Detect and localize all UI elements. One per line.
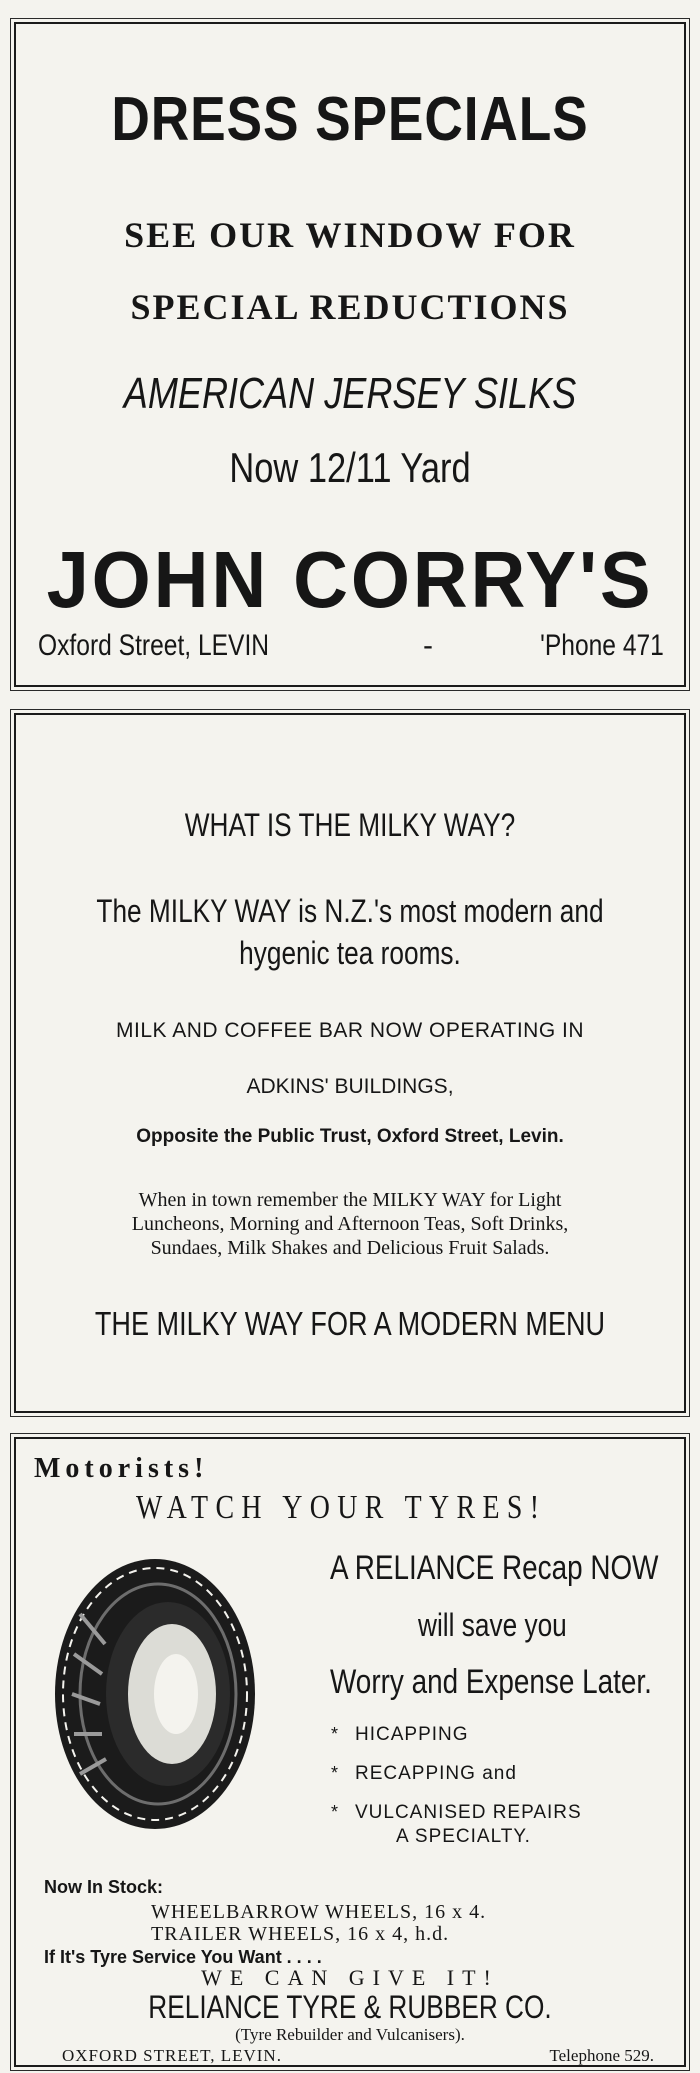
company-name: RELIANCE TYRE & RUBBER CO. <box>148 1989 552 2025</box>
service-continuation: A SPECIALTY. <box>396 1826 531 1847</box>
intro-line-2: hygenic tea rooms. <box>239 935 461 971</box>
footer-separator: - <box>423 629 433 662</box>
pitch-line-2: will save you <box>418 1607 567 1643</box>
body-line-3: Sundaes, Milk Shakes and Delicious Fruit Salads. <box>150 1237 550 1259</box>
service-label: HICAPPING <box>355 1724 469 1745</box>
pitch-line-3: Worry and Expense Later. <box>330 1663 652 1701</box>
stock-item-2: TRAILER WHEELS, 16 x 4, h.d. <box>151 1923 450 1945</box>
company-telephone: Telephone 529. <box>549 2046 654 2065</box>
service-item <box>331 1802 582 1824</box>
stock-item-1: WHEELBARROW WHEELS, 16 x 4. <box>151 1901 487 1923</box>
store-name: JOHN CORRY'S <box>46 535 654 624</box>
bar-announcement: MILK AND COFFEE BAR NOW OPERATING IN <box>116 1019 584 1042</box>
service-want-line: If It's Tyre Service You Want . . . . <box>44 1947 322 1967</box>
stock-label: Now In Stock: <box>44 1877 164 1897</box>
company-address: OXFORD STREET, LEVIN. <box>62 2046 282 2065</box>
tyre-illustration-icon <box>50 1544 275 1834</box>
reductions-line: SPECIAL REDUCTIONS <box>130 287 570 327</box>
price-line: Now 12/11 Yard <box>229 444 471 491</box>
motorists-heading: Motorists! <box>34 1453 209 1484</box>
store-phone: 'Phone 471 <box>540 629 664 662</box>
product-line: AMERICAN JERSEY SILKS <box>123 369 577 418</box>
building-name: ADKINS' BUILDINGS, <box>246 1075 454 1098</box>
give-it-line: WE CAN GIVE IT! <box>201 1965 499 1990</box>
location-line: Opposite the Public Trust, Oxford Street, Levin. <box>136 1126 564 1147</box>
star-bullet-icon: * <box>331 1724 340 1744</box>
tagline: THE MILKY WAY FOR A MODERN MENU <box>94 1305 606 1342</box>
intro-line-1: The MILKY WAY is N.Z.'s most modern and <box>96 893 604 929</box>
dress-specials-ad <box>14 22 686 687</box>
ad-headline: DRESS SPECIALS <box>111 85 589 154</box>
store-address: Oxford Street, LEVIN <box>38 629 270 662</box>
body-line-1: When in town remember the MILKY WAY for Light <box>138 1189 562 1211</box>
window-line: SEE OUR WINDOW FOR <box>124 215 576 255</box>
star-bullet-icon: * <box>331 1763 340 1783</box>
ad-headline: WHAT IS THE MILKY WAY? <box>184 807 516 843</box>
service-item <box>331 1724 469 1746</box>
pitch-line-1: A RELIANCE Recap NOW <box>330 1549 659 1587</box>
reliance-tyre-ad <box>14 1437 686 2067</box>
service-item <box>331 1763 517 1785</box>
milky-way-ad <box>14 713 686 1413</box>
company-descriptor: (Tyre Rebuilder and Vulcanisers). <box>235 2025 465 2044</box>
body-line-2: Luncheons, Morning and Afternoon Teas, Soft Drinks, <box>131 1213 569 1235</box>
service-label: RECAPPING and <box>355 1763 517 1784</box>
service-label: VULCANISED REPAIRS <box>355 1802 582 1823</box>
star-bullet-icon: * <box>331 1802 340 1822</box>
watch-tyres-heading: WATCH YOUR TYRES! <box>136 1489 547 1526</box>
